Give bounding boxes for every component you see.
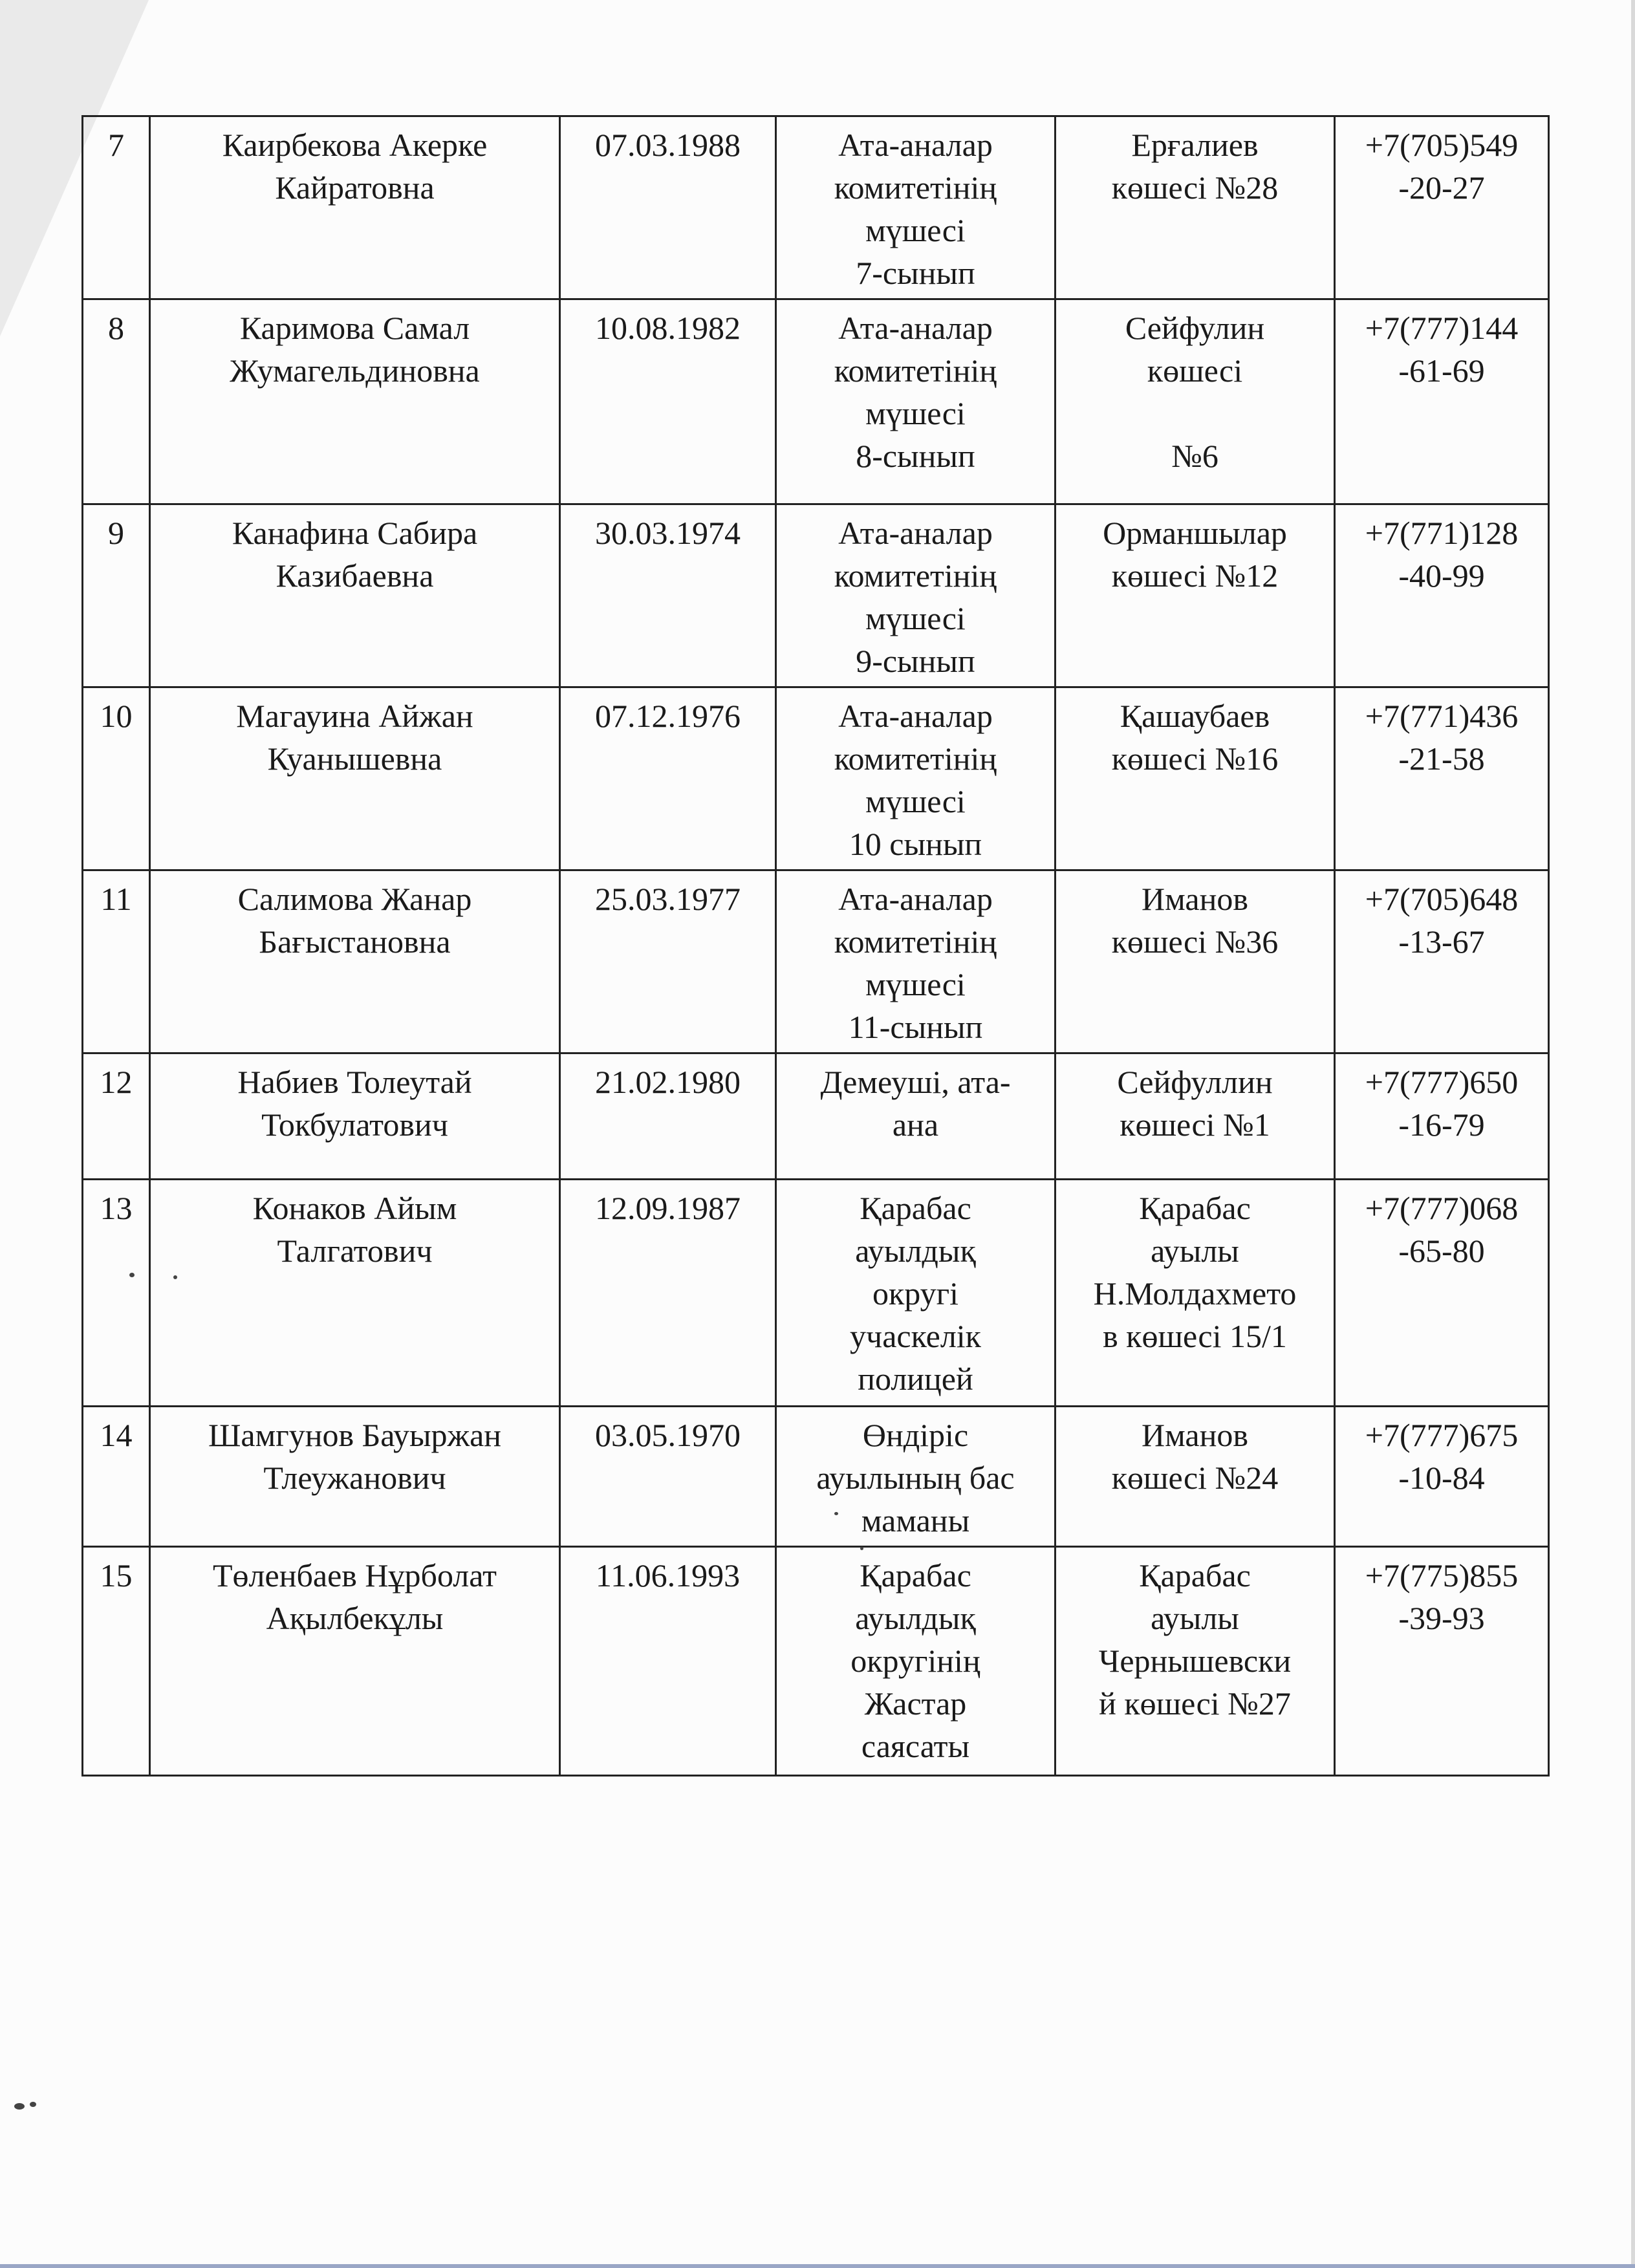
member-phone: +7(771)436 -21-58	[1335, 687, 1549, 870]
member-name: Набиев Толеутай Токбулатович	[150, 1053, 560, 1180]
member-address: Қарабас ауылы Н.Молдахмето в көшесі 15/1	[1056, 1180, 1335, 1407]
member-phone: +7(771)128 -40-99	[1335, 504, 1549, 687]
row-number: 11	[83, 870, 150, 1053]
member-role: Өндіріс ауылының бас маманы	[776, 1407, 1056, 1547]
row-number: 8	[83, 299, 150, 504]
row-number: 15	[83, 1547, 150, 1776]
member-phone: +7(775)855 -39-93	[1335, 1547, 1549, 1776]
birth-date: 07.12.1976	[560, 687, 776, 870]
birth-date: 12.09.1987	[560, 1180, 776, 1407]
member-phone: +7(705)648 -13-67	[1335, 870, 1549, 1053]
birth-date: 25.03.1977	[560, 870, 776, 1053]
table-row	[83, 299, 1549, 504]
birth-date: 11.06.1993	[560, 1547, 776, 1776]
table-row	[83, 116, 1549, 299]
row-number: 14	[83, 1407, 150, 1547]
member-phone: +7(777)144 -61-69	[1335, 299, 1549, 504]
scan-speck	[14, 2103, 25, 2110]
scan-speck	[30, 2102, 36, 2107]
member-name: Магауина Айжан Куанышевна	[150, 687, 560, 870]
member-name: Төленбаев Нұрболат Ақылбекұлы	[150, 1547, 560, 1776]
member-address: Ерғалиев көшесі №28	[1056, 116, 1335, 299]
row-number: 13	[83, 1180, 150, 1407]
member-role: Ата-аналар комитетінің мүшесі 9-сынып	[776, 504, 1056, 687]
birth-date: 10.08.1982	[560, 299, 776, 504]
birth-date: 07.03.1988	[560, 116, 776, 299]
member-role: Қарабас ауылдық округі учаскелік полицей	[776, 1180, 1056, 1407]
member-name: Конаков Айым Талгатович	[150, 1180, 560, 1407]
table-row	[83, 1407, 1549, 1547]
member-phone: +7(777)068 -65-80	[1335, 1180, 1549, 1407]
member-address: Сейфуллин көшесі №1	[1056, 1053, 1335, 1180]
birth-date: 03.05.1970	[560, 1407, 776, 1547]
birth-date: 30.03.1974	[560, 504, 776, 687]
table-row	[83, 1053, 1549, 1180]
member-name: Канафина Сабира Казибаевна	[150, 504, 560, 687]
row-number: 7	[83, 116, 150, 299]
row-number: 9	[83, 504, 150, 687]
member-role: Қарабас ауылдық округінің Жастар саясаты	[776, 1547, 1056, 1776]
member-phone: +7(705)549 -20-27	[1335, 116, 1549, 299]
member-name: Шамгунов Бауыржан Тлеужанович	[150, 1407, 560, 1547]
scan-speck	[860, 1547, 863, 1550]
scan-right-edge	[1631, 0, 1635, 2268]
member-role: Ата-аналар комитетінің мүшесі 8-сынып	[776, 299, 1056, 504]
member-role: Ата-аналар комитетінің мүшесі 10 сынып	[776, 687, 1056, 870]
table-row	[83, 1547, 1549, 1776]
table-row	[83, 504, 1549, 687]
scan-speck	[834, 1512, 838, 1515]
row-number: 10	[83, 687, 150, 870]
scan-speck	[129, 1273, 135, 1277]
scan-bottom-edge	[0, 2264, 1635, 2268]
committee-members-table	[81, 115, 1550, 1777]
table-row	[83, 687, 1549, 870]
table-row	[83, 870, 1549, 1053]
member-address: Сейфулин көшесі №6	[1056, 299, 1335, 504]
scan-speck	[173, 1275, 177, 1279]
member-phone: +7(777)675 -10-84	[1335, 1407, 1549, 1547]
member-name: Каирбекова Акерке Кайратовна	[150, 116, 560, 299]
member-address: Иманов көшесі №36	[1056, 870, 1335, 1053]
member-name: Салимова Жанар Бағыстановна	[150, 870, 560, 1053]
row-number: 12	[83, 1053, 150, 1180]
member-role: Демеуші, ата- ана	[776, 1053, 1056, 1180]
member-role: Ата-аналар комитетінің мүшесі 7-сынып	[776, 116, 1056, 299]
member-name: Каримова Самал Жумагельдиновна	[150, 299, 560, 504]
member-role: Ата-аналар комитетінің мүшесі 11-сынып	[776, 870, 1056, 1053]
member-address: Қашаубаев көшесі №16	[1056, 687, 1335, 870]
member-phone: +7(777)650 -16-79	[1335, 1053, 1549, 1180]
member-address: Қарабас ауылы Чернышевски й көшесі №27	[1056, 1547, 1335, 1776]
member-address: Иманов көшесі №24	[1056, 1407, 1335, 1547]
birth-date: 21.02.1980	[560, 1053, 776, 1180]
member-address: Орманшылар көшесі №12	[1056, 504, 1335, 687]
table-row	[83, 1180, 1549, 1407]
